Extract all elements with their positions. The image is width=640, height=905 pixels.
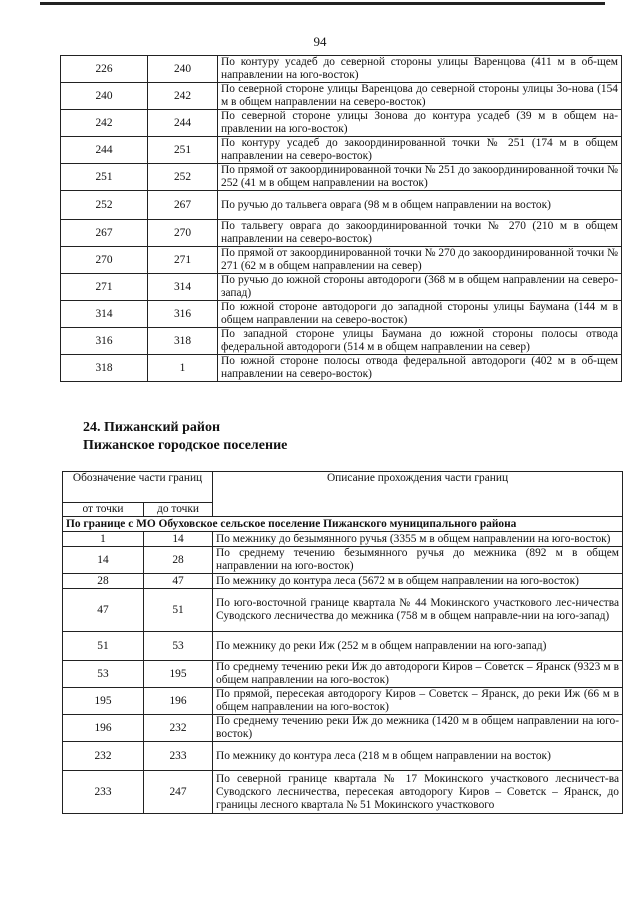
table-row	[63, 661, 623, 688]
to-point-cell: 51	[144, 589, 213, 632]
table-row	[61, 301, 622, 328]
to-point-header: до точки	[144, 503, 213, 517]
table-row	[63, 742, 623, 771]
table-row	[63, 771, 623, 814]
description-cell: По ручью до южной стороны автодороги (368 м в общем направлении на северо-запад)	[218, 274, 622, 301]
table-row	[61, 137, 622, 164]
from-point-cell: 267	[61, 220, 148, 247]
from-point-cell: 244	[61, 137, 148, 164]
to-point-cell: 251	[148, 137, 218, 164]
from-point-cell: 47	[63, 589, 144, 632]
district-heading: 24. Пижанский район	[83, 420, 221, 435]
to-point-cell: 252	[148, 164, 218, 191]
description-cell: По прямой от закоординированной точки № 251 до закоординированной точки № 252 (41 м в общем направлении на восток)	[218, 164, 622, 191]
from-point-cell: 251	[61, 164, 148, 191]
to-point-cell: 53	[144, 632, 213, 661]
table-row	[61, 328, 622, 355]
table-row	[61, 191, 622, 220]
table-row	[63, 688, 623, 715]
to-point-cell: 233	[144, 742, 213, 771]
page-number: 94	[313, 34, 327, 49]
from-point-cell: 242	[61, 110, 148, 137]
table-row	[63, 589, 623, 632]
description-cell: По южной стороне автодороги до западной стороны улицы Баумана (144 м в общем направлении на северо-восток)	[218, 301, 622, 328]
from-point-cell: 252	[61, 191, 148, 220]
description-cell: По межнику до контура леса (5672 м в общем направлении на юго-восток)	[213, 574, 623, 589]
description-cell: По межнику до реки Иж (252 м в общем направлении на юго-запад)	[213, 632, 623, 661]
description-cell: По контуру усадеб до северной стороны улицы Варенцова (411 м в об-щем направлении на юго-восток)	[218, 56, 622, 83]
section-row: По границе с МО Обуховское сельское поселение Пижанского муниципального района	[63, 517, 623, 532]
to-point-cell: 247	[144, 771, 213, 814]
table-row	[61, 83, 622, 110]
designation-header: Обозначение части границ	[63, 472, 213, 503]
description-cell: По межнику до безымянного ручья (3355 м в общем направлении на юго-восток)	[213, 532, 623, 547]
description-cell: По северной стороне улицы Варенцова до северной стороны улицы Зо-нова (154 м в общем направлении на северо-восток)	[218, 83, 622, 110]
from-point-cell: 196	[63, 715, 144, 742]
to-point-cell: 240	[148, 56, 218, 83]
from-point-cell: 53	[63, 661, 144, 688]
to-point-cell: 271	[148, 247, 218, 274]
from-point-cell: 232	[63, 742, 144, 771]
table-row	[61, 247, 622, 274]
description-cell: По ручью до тальвега оврага (98 м в общем направлении на восток)	[218, 191, 622, 220]
description-cell: По западной стороне улицы Баумана до южной стороны полосы отвода федеральной автодороги (514 м в общем направлении на север)	[218, 328, 622, 355]
from-point-cell: 226	[61, 56, 148, 83]
table-row	[63, 547, 623, 574]
description-cell: По тальвегу оврага до закоординированной точки № 270 (210 м в общем направлении на северо-восток)	[218, 220, 622, 247]
to-point-cell: 1	[148, 355, 218, 382]
description-cell: По среднему течению безымянного ручья до межника (892 м в общем направлении на юго-восток)	[213, 547, 623, 574]
table-row	[61, 56, 622, 83]
description-cell: По прямой, пересекая автодорогу Киров – Советск – Яранск, до реки Иж (66 м в общем направлении на юго-восток)	[213, 688, 623, 715]
to-point-cell: 232	[144, 715, 213, 742]
boundary-table-pizhanka	[62, 471, 623, 814]
from-point-cell: 318	[61, 355, 148, 382]
settlement-heading: Пижанское городское поселение	[83, 438, 288, 453]
from-point-header: от точки	[63, 503, 144, 517]
table-row	[63, 574, 623, 589]
to-point-cell: 270	[148, 220, 218, 247]
table-row	[63, 715, 623, 742]
boundary-table-continued	[60, 55, 622, 382]
to-point-cell: 47	[144, 574, 213, 589]
description-cell: По прямой от закоординированной точки № 270 до закоординированной точки № 271 (62 м в общем направлении на север)	[218, 247, 622, 274]
description-cell: По контуру усадеб до закоординированной точки № 251 (174 м в общем направлении на северо-восток)	[218, 137, 622, 164]
to-point-cell: 14	[144, 532, 213, 547]
table-row	[61, 220, 622, 247]
description-cell: По юго-восточной границе квартала № 44 Мокинского участкового лес-ничества Суводского лесничества до межника (758 м в общем направле-нии на юго-запад)	[213, 589, 623, 632]
from-point-cell: 271	[61, 274, 148, 301]
to-point-cell: 267	[148, 191, 218, 220]
from-point-cell: 316	[61, 328, 148, 355]
to-point-cell: 28	[144, 547, 213, 574]
table-row	[61, 110, 622, 137]
to-point-cell: 196	[144, 688, 213, 715]
to-point-cell: 318	[148, 328, 218, 355]
from-point-cell: 28	[63, 574, 144, 589]
table-row	[61, 355, 622, 382]
table-row	[61, 274, 622, 301]
from-point-cell: 195	[63, 688, 144, 715]
from-point-cell: 270	[61, 247, 148, 274]
description-cell: По южной стороне полосы отвода федеральной автодороги (402 м в об-щем направлении на северо-восток)	[218, 355, 622, 382]
description-header: Описание прохождения части границ	[213, 472, 623, 517]
top-rule	[40, 2, 605, 5]
to-point-cell: 195	[144, 661, 213, 688]
from-point-cell: 14	[63, 547, 144, 574]
from-point-cell: 1	[63, 532, 144, 547]
table-row	[63, 532, 623, 547]
description-cell: По среднему течению реки Иж до межника (1420 м в общем направлении на юго-восток)	[213, 715, 623, 742]
description-cell: По северной стороне улицы Зонова до контура усадеб (39 м в общем на-правлении на юго-восток)	[218, 110, 622, 137]
from-point-cell: 233	[63, 771, 144, 814]
from-point-cell: 51	[63, 632, 144, 661]
from-point-cell: 240	[61, 83, 148, 110]
table-row	[63, 632, 623, 661]
to-point-cell: 314	[148, 274, 218, 301]
description-cell: По среднему течению реки Иж до автодороги Киров – Советск – Яранск (9323 м в общем направлении на юго-восток)	[213, 661, 623, 688]
to-point-cell: 242	[148, 83, 218, 110]
description-cell: По межнику до контура леса (218 м в общем направлении на восток)	[213, 742, 623, 771]
to-point-cell: 316	[148, 301, 218, 328]
description-cell: По северной границе квартала № 17 Мокинского участкового лесничест-ва Суводского лесничества, пересекая автодорогу Киров – Советск – Яранск, до границы лесного квартала № 51 Мокинского участкового	[213, 771, 623, 814]
table-row	[61, 164, 622, 191]
from-point-cell: 314	[61, 301, 148, 328]
to-point-cell: 244	[148, 110, 218, 137]
